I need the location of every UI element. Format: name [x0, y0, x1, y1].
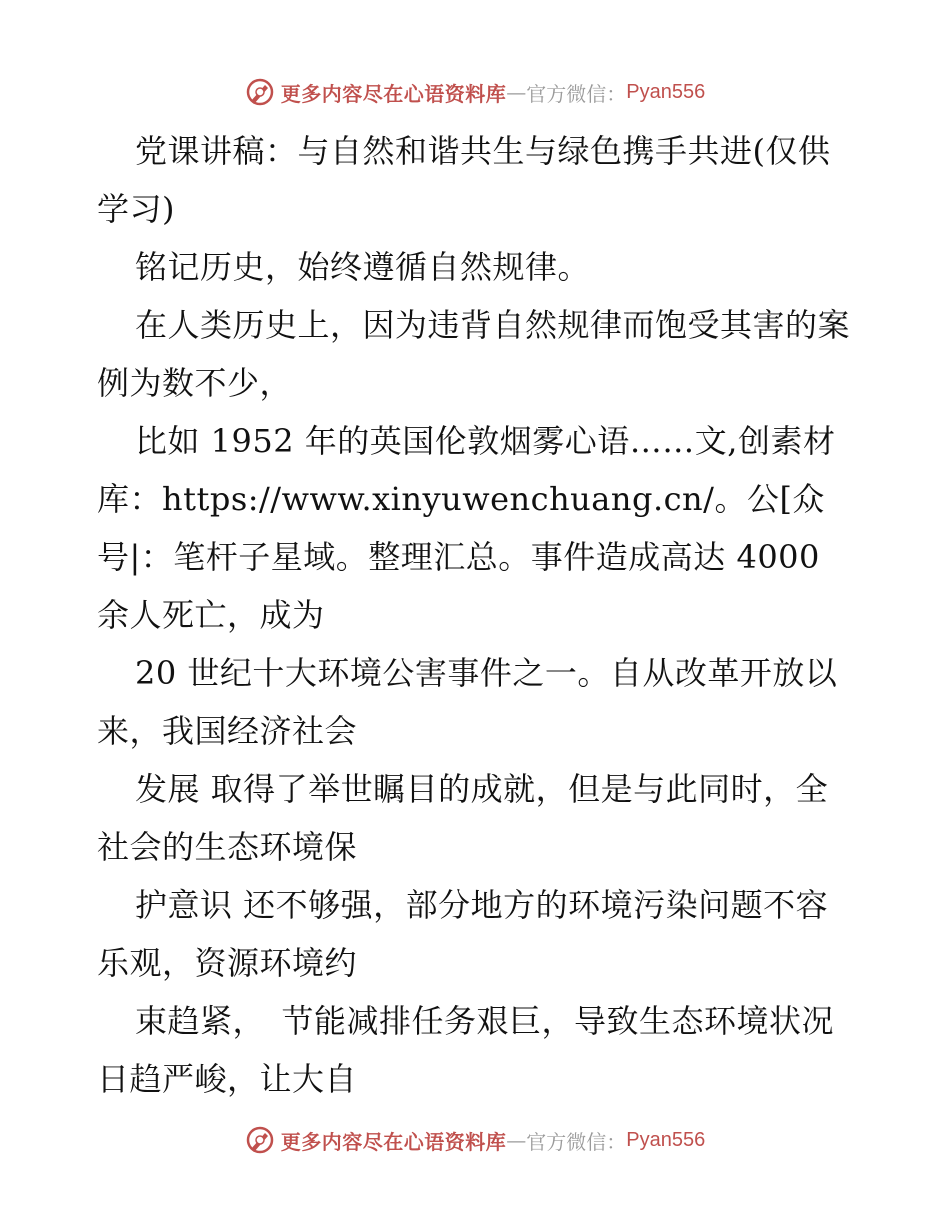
banner-main-text: 更多内容尽在心语资料库 — [280, 1129, 507, 1154]
banner-main-text: 更多内容尽在心语资料库 — [280, 81, 507, 106]
paragraph: 20 世纪十大环境公害事件之一。自从改革开放以来，我国经济社会 — [97, 654, 838, 750]
footer-watermark-banner — [0, 1120, 950, 1160]
paragraph: 发展 取得了举世瞩目的成就，但是与此同时，全社会的生态环境保 — [97, 770, 829, 866]
document-body — [97, 122, 853, 1108]
paragraph: 比如 1952 年的英国伦敦烟雾心语……文,创素材库：https://www.xinyuwenchuang.cn/。公[众号|：笔杆子星域。整理汇总。事件造成高达 4000 余人死亡，成为 — [97, 422, 836, 634]
banner-wechat-id: Pyan556 — [626, 1128, 706, 1151]
paragraph: 铭记历史，始终遵循自然规律。 — [135, 248, 591, 286]
banner-sub-text: 官方微信： — [526, 81, 627, 106]
header-watermark-banner — [0, 72, 950, 112]
banner-sub-text: 官方微信： — [526, 1129, 627, 1154]
banner-dash: — — [506, 1128, 527, 1152]
paragraph: 护意识 还不够强，部分地方的环境污染问题不容乐观，资源环境约 — [97, 886, 829, 982]
banner-dash: — — [506, 80, 527, 104]
pen-logo-icon — [245, 77, 275, 107]
paragraph: 在人类历史上，因为违背自然规律而饱受其害的案例为数不少， — [97, 306, 851, 402]
banner-wechat-id: Pyan556 — [626, 80, 706, 103]
paragraph-title: 党课讲稿：与自然和谐共生与绿色携手共进(仅供学习) — [97, 132, 831, 228]
pen-logo-icon — [245, 1125, 275, 1155]
paragraph: 束趋紧， 节能减排任务艰巨，导致生态环境状况日趋严峻，让大自 — [97, 1002, 835, 1098]
